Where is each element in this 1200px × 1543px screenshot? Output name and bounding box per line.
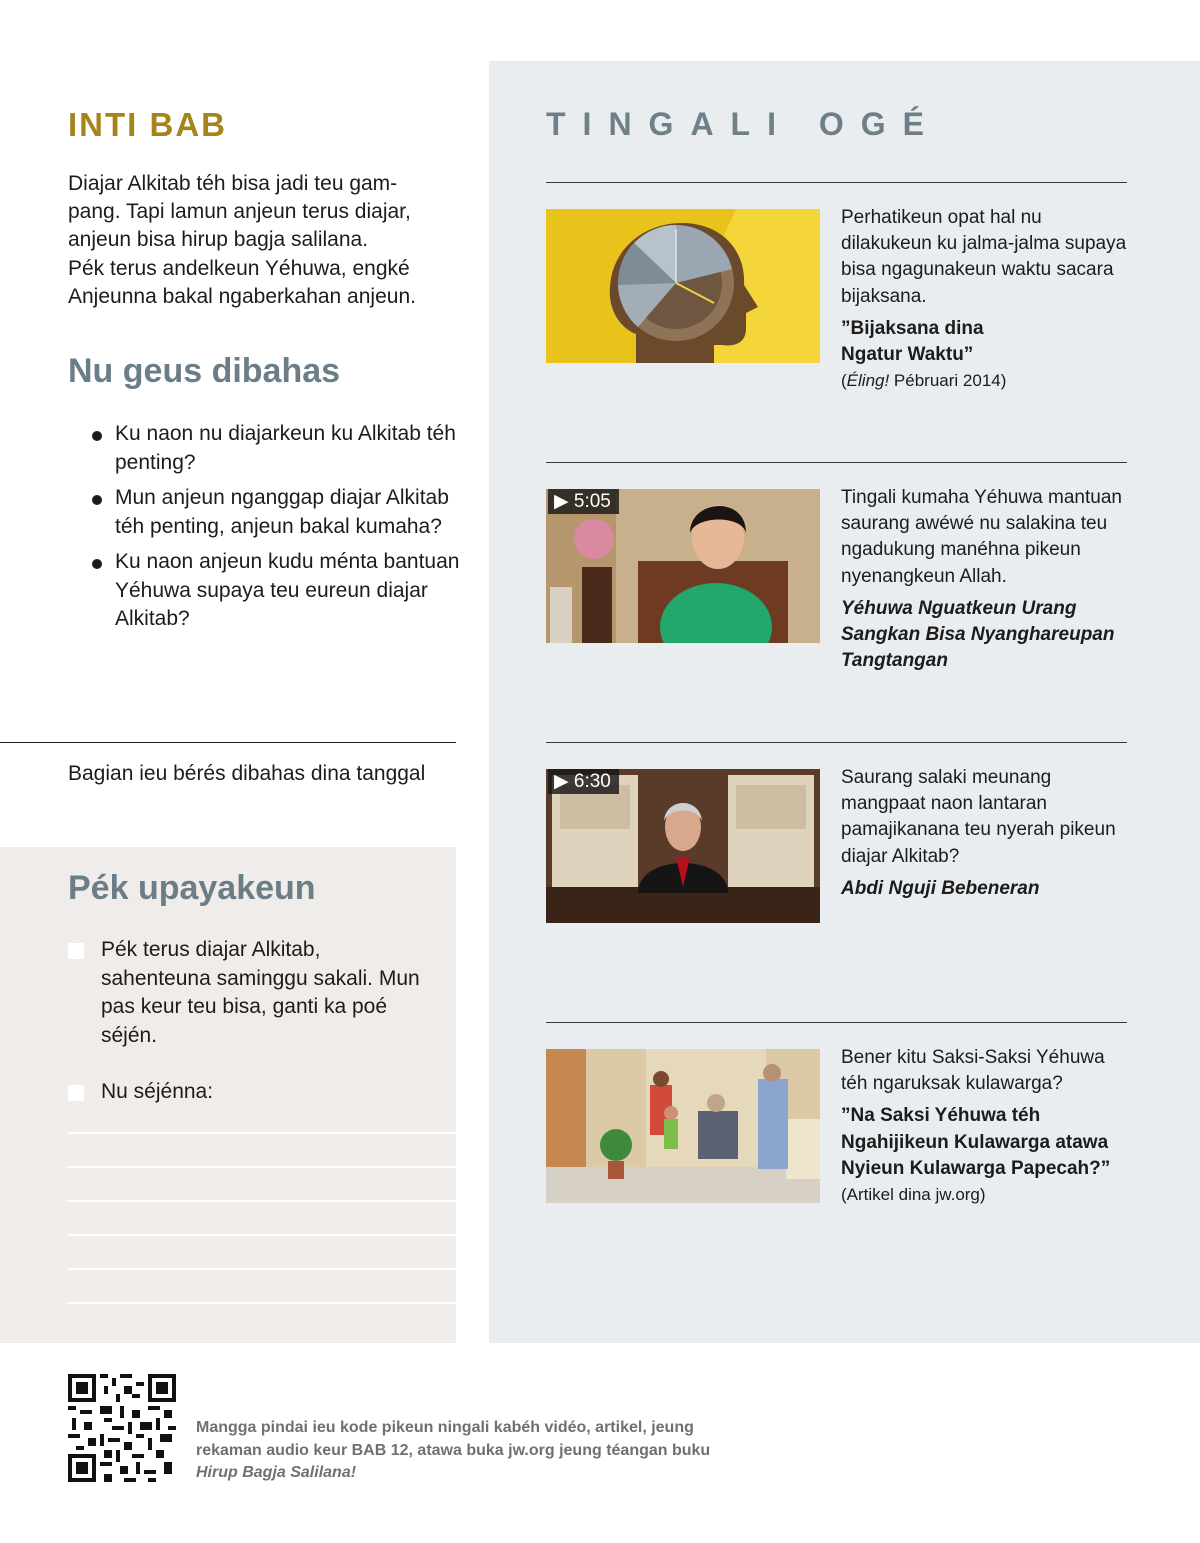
article-title-link[interactable]: ”Na Saksi Yéhuwa téh Ngahijikeun Kulawarga atawa Nyieun Kulawarga Papecah?” [841, 1105, 1111, 1179]
divider [546, 1022, 1127, 1023]
divider [0, 742, 456, 743]
goal-item-text: Pék terus diajar Alkitab, sahenteuna saminggu sakali. Mun pas keur teu bisa, ganti ka poé séjén. [101, 938, 420, 1047]
article-thumbnail[interactable] [546, 1049, 820, 1203]
question-text: Ku naon anjeun kudu ménta bantuan Yéhuwa supaya teu eureun diajar Alkitab? [115, 550, 460, 630]
article-title-line: ”Bijaksana dina [841, 317, 984, 339]
video-thumbnail[interactable] [546, 489, 820, 643]
see-also-item [841, 205, 1127, 394]
divider [546, 462, 1127, 463]
summary-text [68, 170, 448, 311]
video-title-link[interactable]: Abdi Nguji Bebeneran [841, 877, 1040, 899]
item-description: Saurang salaki meunang mangpaat naon lantaran pamajikanana teu nyerah pikeun diajar Alkitab? [841, 767, 1116, 867]
question-list [92, 420, 462, 641]
question-item [92, 420, 462, 477]
summary-line: Diajar Alkitab téh bisa jadi teu gam- [68, 172, 398, 195]
item-description: Perhatikeun opat hal nu dilakukeun ku jalma-jalma supaya bisa ngagunakeun waktu sacara bijaksana. [841, 207, 1127, 307]
see-also-item [841, 765, 1127, 902]
article-source: (Artikel dina jw.org) [841, 1185, 986, 1205]
see-also-heading: TINGALI OGÉ [546, 106, 941, 142]
studied-date-label: Bagian ieu bérés dibahas dina tanggal [68, 762, 426, 785]
footer-text-main: Mangga pindai ieu kode pikeun ningali kabéh vidéo, artikel, jeung rekaman audio keur BAB 12, atawa buka jw.org jeung téangan buku [196, 1419, 711, 1459]
question-text: Ku naon nu diajarkeun ku Alkitab téh penting? [115, 422, 456, 474]
summary-line: anjeun bisa hirup bagja salilana. [68, 228, 369, 252]
qr-code-icon[interactable] [68, 1374, 176, 1482]
video-title-link[interactable]: Yéhuwa Nguatkeun Urang Sangkan Bisa Nyanghareupan Tangtangan [841, 597, 1115, 672]
article-title-line: Ngatur Waktu” [841, 344, 974, 366]
source-paren: ( [841, 371, 847, 391]
bullet-icon [92, 431, 102, 441]
write-line[interactable] [68, 1268, 456, 1270]
divider [546, 742, 1127, 743]
write-line[interactable] [68, 1132, 456, 1134]
issue-date: Pébruari 2014) [889, 371, 1007, 391]
item-description: Bener kitu Saksi-Saksi Yéhuwa téh ngaruksak kulawarga? [841, 1047, 1105, 1095]
head-clock-illustration [546, 209, 820, 363]
article-source [841, 368, 1127, 394]
see-also-item [841, 1045, 1127, 1208]
magazine-name: Éling! [846, 371, 890, 391]
video-thumbnail[interactable] [546, 769, 820, 923]
summary-heading: INTI BAB [68, 106, 227, 143]
write-line[interactable] [68, 1302, 456, 1304]
item-description: Tingali kumaha Yéhuwa mantuan saurang awéwé nu salakina teu ngadukung manéhna pikeun nyenangkeun Allah. [841, 487, 1122, 587]
video-duration-badge: ▶ 6:30 [548, 769, 619, 794]
bullet-icon [92, 495, 102, 505]
video-duration-badge: ▶ 5:05 [548, 489, 619, 514]
question-item [92, 484, 462, 541]
question-text: Mun anjeun nganggap diajar Alkitab téh penting, anjeun bakal kumaha? [115, 486, 449, 538]
write-line[interactable] [68, 1166, 456, 1168]
book-title: Hirup Bagja Salilana! [196, 1464, 357, 1481]
write-line[interactable] [68, 1234, 456, 1236]
write-line[interactable] [68, 1200, 456, 1202]
bullet-icon [92, 559, 102, 569]
see-also-item [841, 485, 1127, 674]
try-it-heading: Pék upayakeun [68, 869, 316, 907]
summary-line: pang. Tapi lamun anjeun terus diajar, [68, 200, 411, 224]
article-link[interactable] [841, 316, 1127, 368]
goal-checkbox[interactable] [68, 943, 84, 959]
footer-text [196, 1417, 716, 1485]
question-item [92, 548, 462, 634]
summary-line: Pék terus andelkeun Yéhuwa, engké [68, 256, 410, 280]
other-goal-checkbox[interactable] [68, 1085, 84, 1101]
article-thumbnail[interactable] [546, 209, 820, 363]
divider [546, 182, 1127, 183]
summary-line: Anjeunna bakal ngaberkahan anjeun. [68, 284, 416, 308]
other-goal-label: Nu séjénna: [101, 1080, 214, 1103]
family-doorway-image [546, 1049, 820, 1203]
discussed-heading: Nu geus dibahas [68, 352, 341, 390]
